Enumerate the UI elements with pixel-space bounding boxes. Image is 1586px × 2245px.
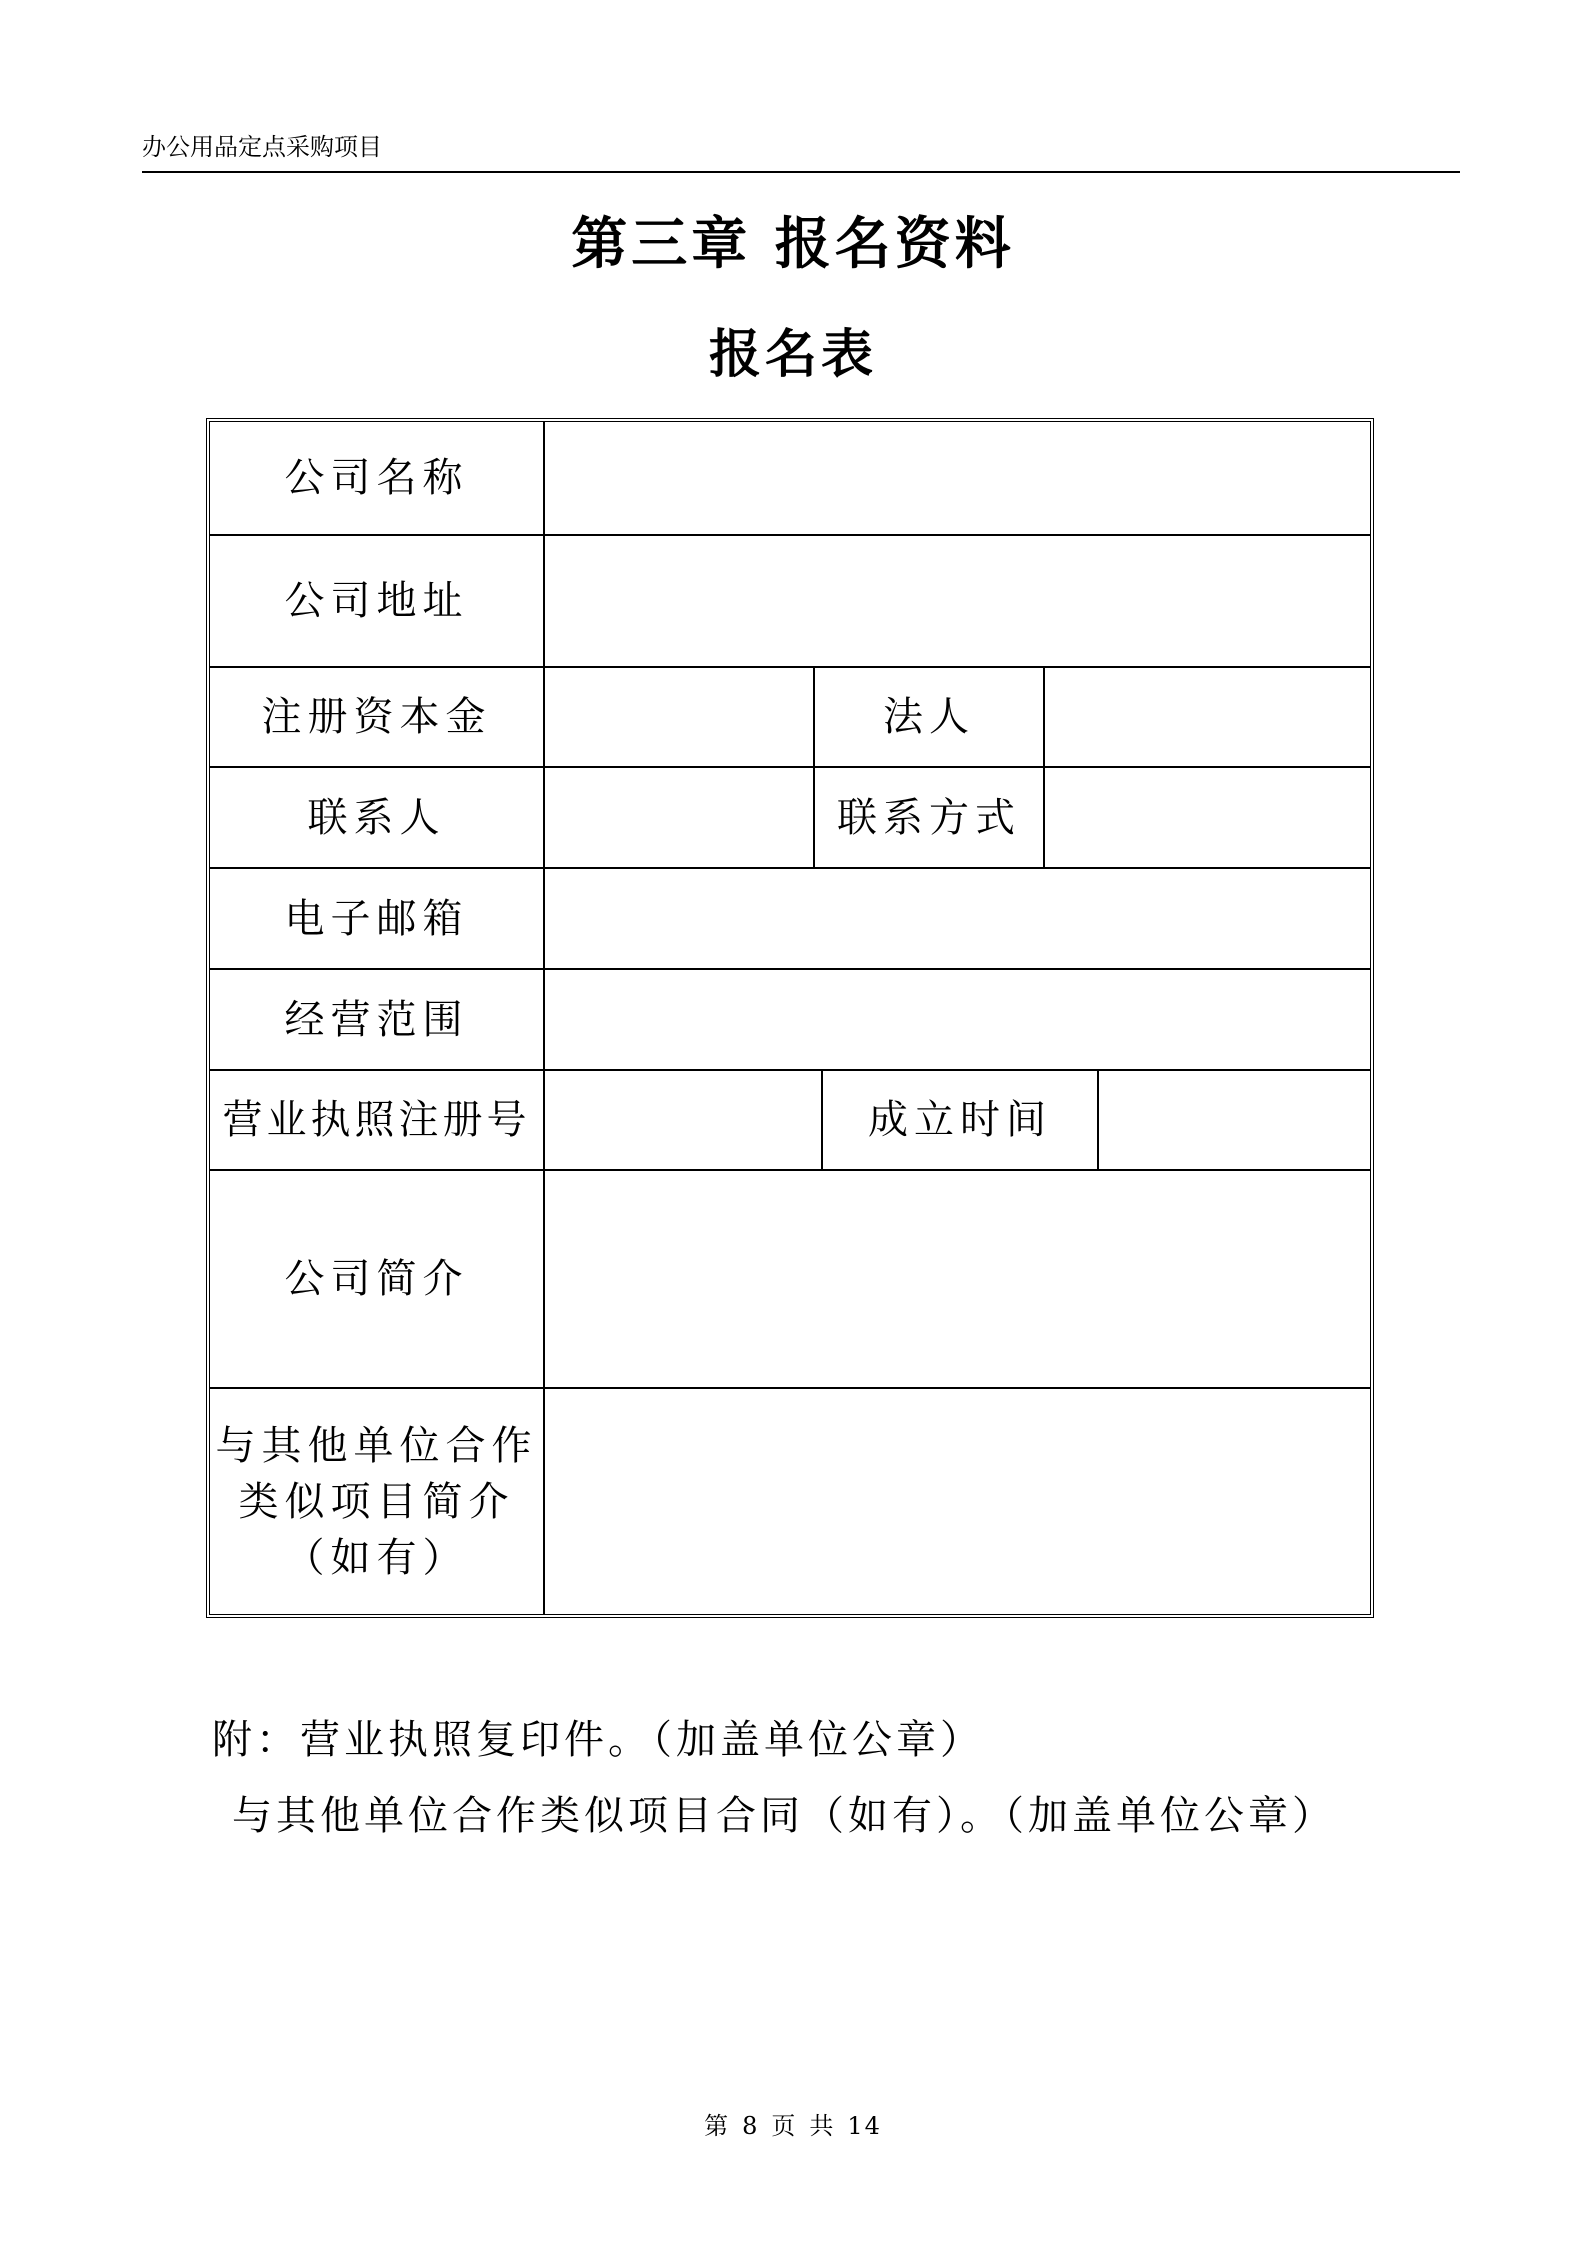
company-name-label: 公司名称 [284,455,469,501]
chapter-title: 第三章 报名资料 [571,212,1015,277]
license-number-label: 营业执照注册号 [222,1097,531,1143]
company-name-field[interactable] [545,422,1370,534]
license-number-field[interactable] [545,1071,821,1169]
registration-form-table [206,418,1374,1618]
company-address-field[interactable] [545,536,1370,666]
page-header [142,132,1460,162]
footer-total-prefix: 共 [809,2112,836,2140]
contact-method-field[interactable] [1045,768,1370,867]
footer-page-prefix: 第 [704,2112,731,2140]
contact-person-label: 联系人 [307,794,446,841]
footer-page-mid: 页 [771,2112,798,2140]
contact-method-label: 联系方式 [837,794,1021,841]
similar-projects-label [210,1389,543,1614]
company-address-label: 公司地址 [284,578,469,624]
registered-capital-label: 注册资本金 [261,694,492,740]
footer-page-number: 8 [742,2112,760,2140]
header-divider [142,171,1460,173]
attachment-note-2: 与其他单位合作类似项目合同（如有）。（加盖单位公章） [232,1793,1336,1839]
contact-person-field[interactable] [545,768,813,867]
similar-projects-label-line3: （如有） [284,1534,469,1581]
attachment-note-1: 附：营业执照复印件。（加盖单位公章） [212,1717,984,1763]
page-footer [0,2106,1586,2141]
legal-person-field[interactable] [1045,668,1370,766]
similar-projects-label-line2: 类似项目简介 [238,1478,515,1525]
established-date-field[interactable] [1099,1071,1370,1169]
business-scope-field[interactable] [545,970,1370,1069]
header-project-name: 办公用品定点采购项目 [142,133,382,161]
registered-capital-field[interactable] [545,668,813,766]
form-title: 报名表 [708,325,877,385]
company-intro-label: 公司简介 [284,1256,469,1302]
similar-projects-label-line1: 与其他单位合作 [215,1422,538,1469]
email-field[interactable] [545,869,1370,968]
legal-person-label: 法人 [883,694,975,740]
similar-projects-field[interactable] [545,1389,1370,1614]
footer-total-pages: 14 [847,2112,882,2140]
company-intro-field[interactable] [545,1171,1370,1387]
email-label: 电子邮箱 [284,895,469,942]
business-scope-label: 经营范围 [284,996,469,1043]
established-date-label: 成立时间 [868,1097,1052,1143]
